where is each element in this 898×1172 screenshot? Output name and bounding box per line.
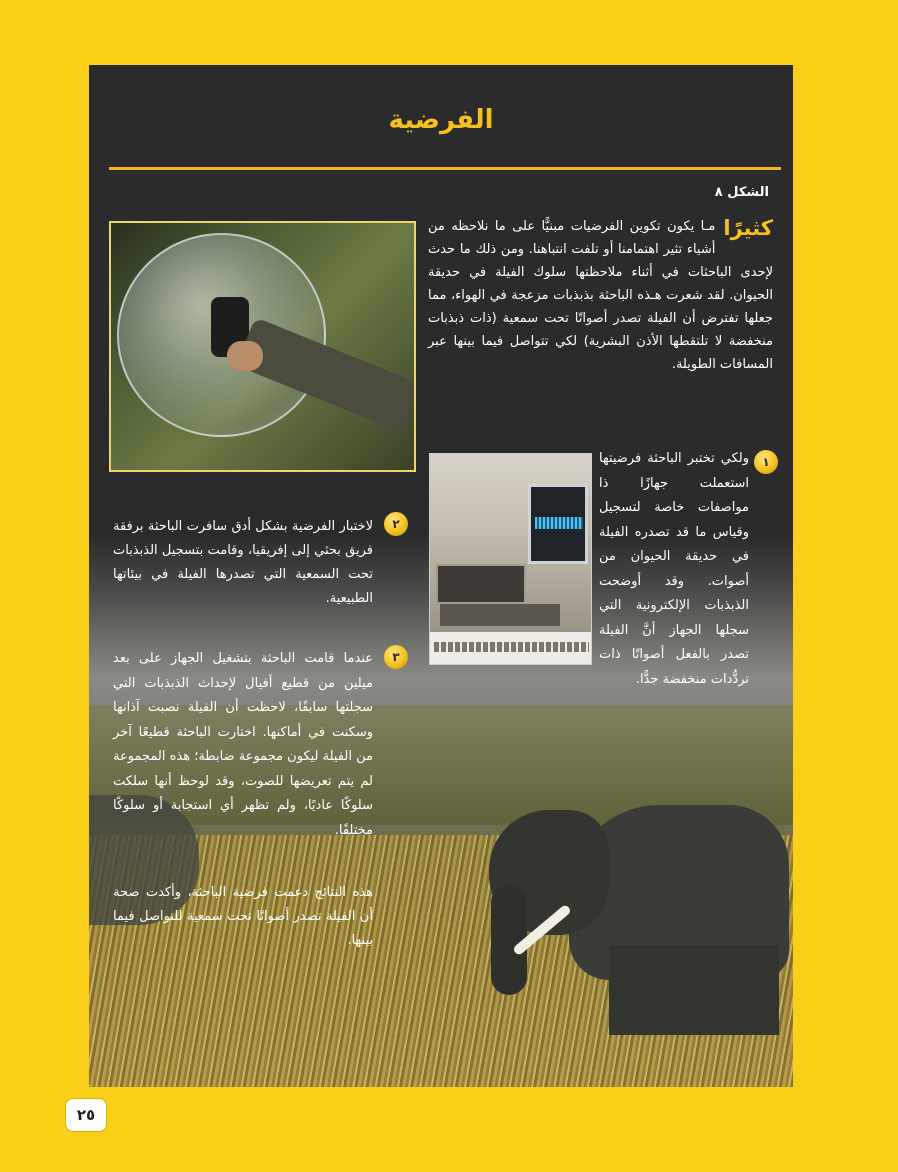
step-2-badge: ٢ [384, 512, 408, 536]
recording-equipment-photo [429, 453, 592, 665]
step-3-badge: ٣ [384, 645, 408, 669]
monitor [528, 484, 588, 564]
elephant-legs [609, 945, 779, 1035]
researcher-hand [227, 341, 263, 371]
figure-label: الشكل ٨ [714, 185, 769, 200]
title-divider [109, 167, 781, 170]
page-number: ٢٥ [65, 1098, 107, 1132]
content-panel [89, 65, 793, 1087]
photo-caption-strip [430, 632, 592, 665]
step-3-text: عندما قامت الباحثة بتشغيل الجهاز على بعد ميلين من قطيع أفيال لإحداث الذبذبات التي سجلتها سابقًا، لاحظت أن الفيلة نصبت آذانها وسكنت في أماكنها. اختارت الباحثة قطيعًا آخر من الفيلة ليكون مجموعة ضابطة؛ هذه المجموعة لم يتم تعريضها للصوت، وقد لوحظ أنها سلكت سلوكًا عاديًا، ولم تظهر أي استجابة أو سلوكًا مختلفًا. [113, 651, 373, 838]
intro-keyword: كثيرًا [723, 216, 773, 240]
recorder-device-2 [440, 604, 560, 626]
conclusion-text: هذه النتائج دعمت فرضية الباحثة، وأكدت صحة أن الفيلة تصدر أصواتًا تحت سمعية للتواصل فيما بينها. [113, 885, 373, 948]
intro-paragraph [428, 215, 773, 376]
intro-text: مـا يكون تكوين الفرضيات مبنيًّا على ما نلاحظه من أشياء تثير اهتمامنا أو تلفت انتباهنا. ومن ذلك ما حدث لإحدى الباحثات في أثناء ملاحظتها سلوك الفيلة في حديقة الحيوان. لقد شعرت هـذه الباحثة بذبذبات مزعجة في الهواء، مما جعلها تفترض أن الفيلة تصدر أصواتًا تحت سمعية (ذات ذبذبات منخفضة لا تلتقطها الأذن البشرية) لكي تتواصل فيما بينها عبر المسافات الطويلة. [428, 219, 773, 372]
step-2-text: لاختبار الفرضية بشكل أدق سافرت الباحثة برفقة فريق بحثي إلى إفريقيا، وقامت بتسجيل الذبذبات تحت السمعية التي تصدرها الفيلة في بيئاتها الطبيعية. [113, 519, 373, 606]
step-1-text: ولكي تختبر الباحثة فرضيتها استعملت جهازًا ذا مواصفات خاصة لتسجيل وقياس ما قد تصدره الفيلة في حديقة الحيوان من أصوات. وقد أوضحت الذبذبات الإلكترونية التي سجلها الجهاز أنَّ الفيلة تصدر بالفعل أصواتًا ذات تردُّدات منخفضة جدًّا. [599, 451, 749, 687]
parabolic-microphone-photo [109, 221, 416, 472]
waveform [535, 517, 583, 529]
page-title: الفرضية [388, 105, 494, 135]
recorder-device [436, 564, 526, 604]
step-1-badge: ١ [754, 450, 778, 474]
caption-text-line [434, 642, 589, 652]
